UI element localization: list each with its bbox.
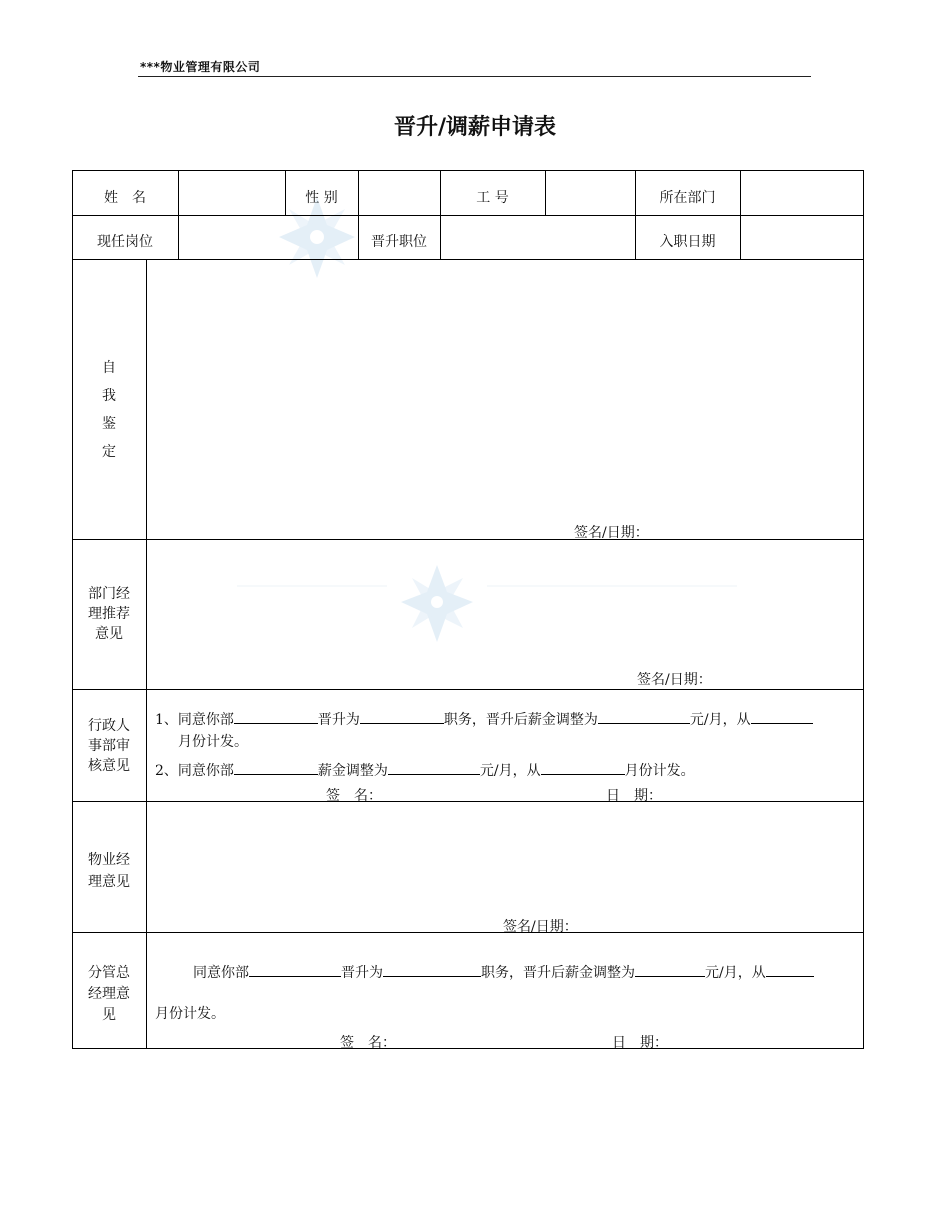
gm-dept-blank[interactable] [249,960,341,977]
application-form [72,170,864,1049]
self-evaluation-textarea[interactable] [147,260,862,510]
salary-blank[interactable] [598,707,690,724]
property-manager-textarea[interactable] [147,802,862,912]
hire-date-label: 入职日期 [659,234,716,250]
promoted-position-field[interactable] [441,216,634,258]
month-blank[interactable] [751,707,813,724]
current-position-field[interactable] [179,216,357,258]
admin-hr-option-1-cont: 月份计发。 [178,734,248,750]
admin-hr-option-2: 2、同意你部 薪金调整为 元/月，从 月份计发。 [155,758,695,780]
gm-salary-blank[interactable] [635,960,705,977]
month-blank-2[interactable] [541,758,625,775]
gender-label: 性 别 [305,190,338,206]
dept-manager-sign-date: 签名/日期： [637,672,712,688]
dept-blank-2[interactable] [234,758,318,775]
general-manager-date-label: 日 期： [612,1035,668,1051]
form-title: 晋升/调薪申请表 [393,115,557,140]
dept-manager-label: 部门经 理推荐 意见 [88,586,130,642]
admin-hr-option-1: 1、同意你部 晋升为 职务，晋升后薪金调整为 元/月，从 [155,707,813,729]
gm-position-blank[interactable] [383,960,481,977]
header-divider [138,76,811,77]
department-field[interactable] [741,171,862,214]
company-name: ***物业管理有限公司 [140,60,261,74]
dept-manager-textarea[interactable] [147,540,862,660]
property-manager-label: 物业经 理意见 [88,852,130,890]
self-evaluation-label: 自 我 鉴 定 [102,360,116,460]
name-field[interactable] [179,171,284,214]
general-manager-sign-label: 签 名： [340,1035,396,1051]
general-manager-statement: 同意你部 晋升为 职务，晋升后薪金调整为 元/月，从 [193,960,814,982]
position-blank[interactable] [360,707,444,724]
dept-blank[interactable] [234,707,318,724]
gender-field[interactable] [359,171,439,214]
self-evaluation-sign-date: 签名/日期： [574,525,649,541]
current-position-label: 现任岗位 [97,234,153,250]
employee-id-field[interactable] [546,171,634,214]
general-manager-statement-cont: 月份计发。 [155,1006,225,1022]
name-label: 姓 名 [104,190,146,206]
department-label: 所在部门 [659,190,716,206]
admin-hr-date-label: 日 期： [606,788,662,804]
property-manager-sign-date: 签名/日期： [503,919,578,935]
admin-hr-label: 行政人 事部审 核意见 [88,718,130,774]
hire-date-field[interactable] [741,216,862,258]
employee-id-label: 工 号 [476,190,509,206]
general-manager-label: 分管总 经理意 见 [88,965,130,1023]
gm-month-blank[interactable] [766,960,814,977]
salary-blank-2[interactable] [388,758,480,775]
promoted-position-label: 晋升职位 [371,234,427,250]
admin-hr-sign-label: 签 名： [326,788,382,804]
